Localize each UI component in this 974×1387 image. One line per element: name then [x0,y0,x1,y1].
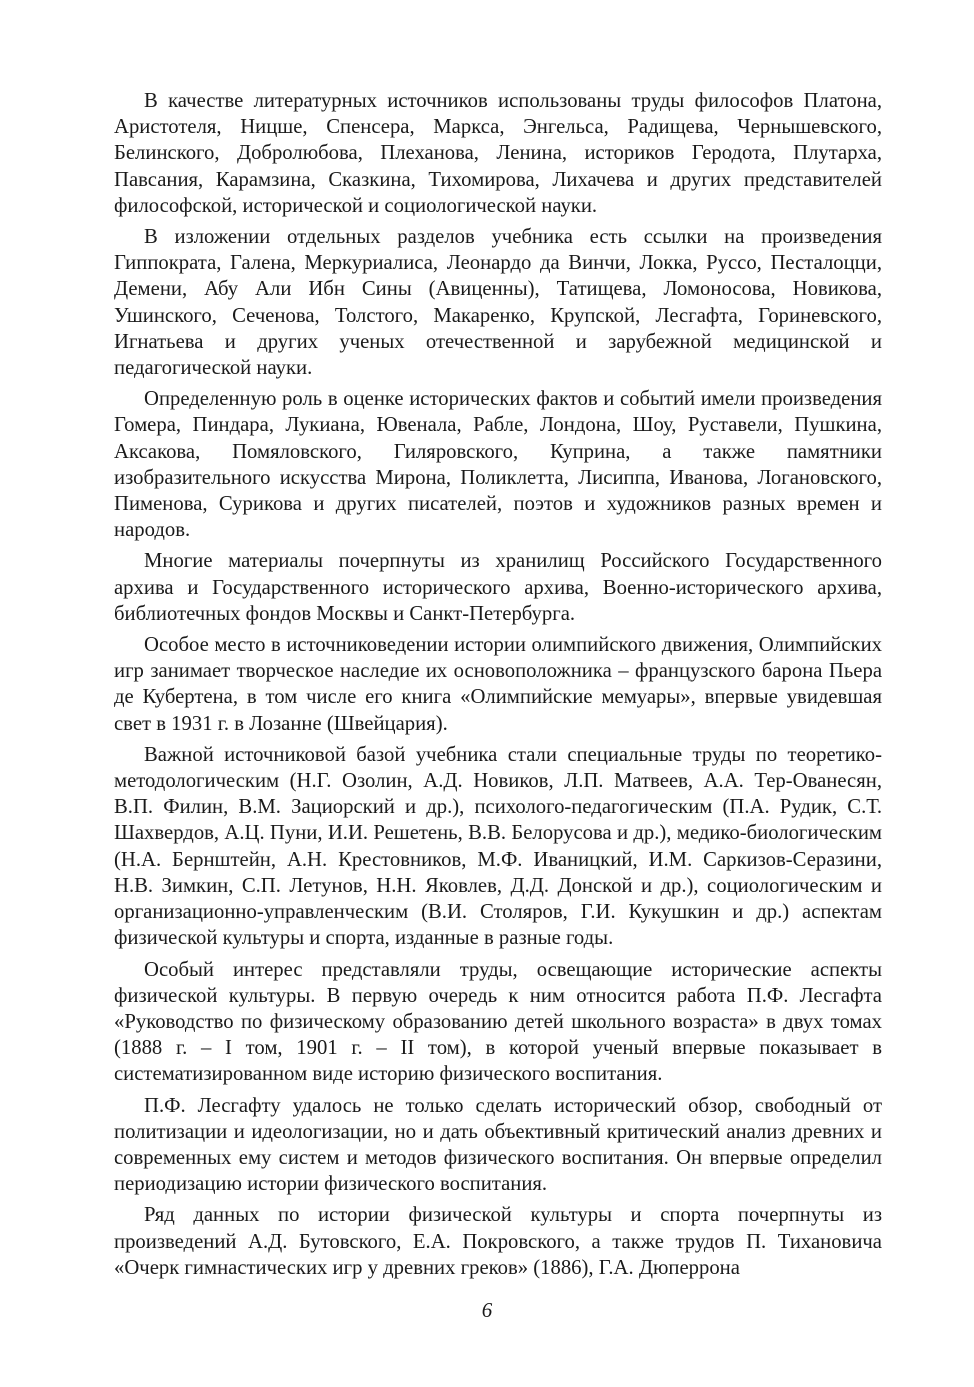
paragraph-other-sources: Ряд данных по истории физической культуры и спорта почерпнуты из произведений А.Д. Бутовского, Е.А. Покровского, а также трудов П. Тихановича «Очерк гимнастических игр у древних греков» (1886), Г.А. Дюперрона [114,1204,882,1279]
paragraph-literature-and-art: Определенную роль в оценке исторических фактов и событий имели произведения Гомера, Пиндара, Лукиана, Ювенала, Рабле, Лондона, Шоу, Руставели, Пушкина, Аксакова, Помяловского, Гиляровского, Куприна, а также памятники изобразительного искусства Мирона, Поликлетта, Лисиппа, Иванова, Логановского, Пименова, Сурикова и других писателей, поэтов и художников разных времен и народов. [114,388,882,542]
paragraph-lesgaft-analysis: П.Ф. Лесгафту удалось не только сделать исторический обзор, свободный от политизации и идеологизации, но и дать объективный критический анализ древних и современных ему систем и методов физического воспитания. Он впервые определил периодизацию истории физического воспитания. [114,1094,882,1196]
paragraph-medical-pedagogical-references: В изложении отдельных разделов учебника есть ссылки на произведения Гиппократа, Галена, Меркуриалиса, Леонардо да Винчи, Локка, Руссо, Песталоцци, Демени, Абу Али Ибн Сины (Авиценны), Татищева, Ломоносова, Новикова, Ушинского, Сеченова, Толстого, Макаренко, Крупской, Лесгафта, Гориневского, Игнатьева и других ученых отечественной и зарубежной медицинской и педагогической науки. [114,226,882,380]
paragraph-special-works: Важной источниковой базой учебника стали специальные труды по теоретико-методологическим (Н.Г. Озолин, А.Д. Новиков, Л.П. Матвеев, А.А. Тер-Ованесян, В.П. Филин, В.М. Зациорский и др.), психолого-педагогическим (П.А. Рудик, С.Т. Шахвердов, А.Ц. Пуни, И.И. Решетень, В.В. Белорусова и др.), медико-биологическим (Н.А. Бернштейн, А.Н. Крестовников, М.Ф. Иваницкий, И.М. Саркизов-Серазини, Н.В. Зимкин, С.П. Летунов, Н.Н. Яковлев, Д.Д. Донской и др.), социологическим и организационно-управленческим (В.И. Столяров, Г.И. Кукушкин и др.) аспектам физической культуры и спорта, изданные в разные годы. [114,743,882,950]
paragraph-literary-sources: В качестве литературных источников использованы труды философов Платона, Аристотеля, Ницше, Спенсера, Маркса, Энгельса, Радищева, Чернышевского, Белинского, Добролюбова, Плеханова, Ленина, историков Геродота, Плутарха, Павсания, Карамзина, Сказкина, Тихомирова, Лихачева и других представителей философской, исторической и социологической науки. [114,90,882,217]
page-number: 6 [481,1298,493,1322]
paragraph-archives: Многие материалы почерпнуты из хранилищ Российского Государственного архива и Государственного исторического архива, Военно-исторического архива, библиотечных фондов Москвы и Санкт-Петербурга. [114,550,882,625]
paragraph-coubertin: Особое место в источниковедении истории олимпийского движения, Олимпийских игр занимает творческое наследие их основоположника – французского барона Пьера де Кубертена, в том числе его книга «Олимпийские мемуары», впервые увидевшая свет в 1931 г. в Лозанне (Швейцария). [114,634,882,735]
page-body [114,88,882,1286]
paragraph-lesgaft-guide: Особый интерес представляли труды, освещающие исторические аспекты физической культуры. В первую очередь к ним относится работа П.Ф. Лесгафта «Руководство по физическому образованию детей школьного возраста» в двух томах (1888 г. – I том, 1901 г. – II том), в которой ученый впервые показывает в систематизированном виде историю физического воспитания. [114,958,882,1086]
